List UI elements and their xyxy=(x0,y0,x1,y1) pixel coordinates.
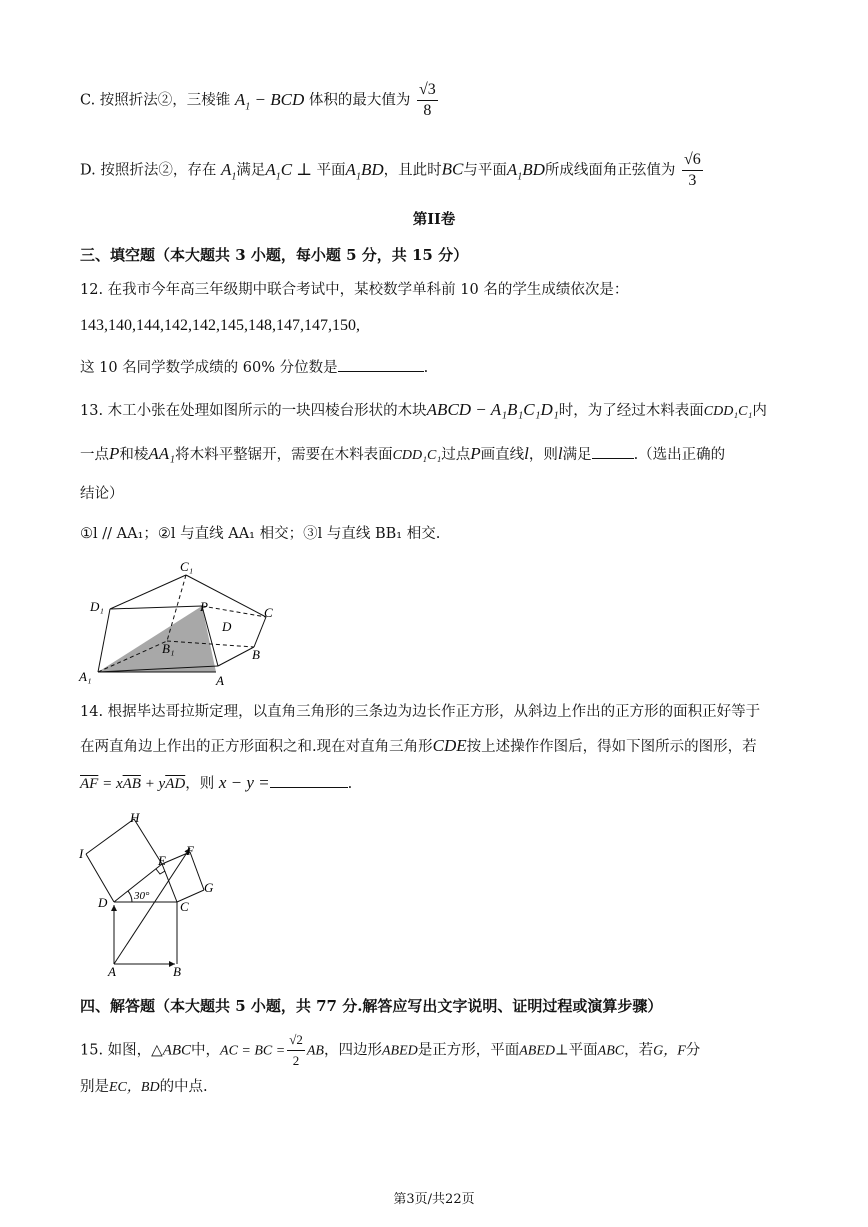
q12-line1: 12. 在我市今年高三年级期中联合考试中，某校数学单科前 10 名的学生成绩依次是： xyxy=(80,282,629,298)
vec-af: $\overline{AF}$ xyxy=(80,776,99,792)
q14-xy: x − y = xyxy=(218,773,270,792)
q15-prefix: 15. 如图， xyxy=(80,1042,152,1059)
label-f: F xyxy=(186,843,194,858)
q13-l2-c: 将木料平整锯开，需要在木料表面 xyxy=(175,447,393,463)
q15-e: ，若 xyxy=(624,1042,654,1059)
math-bc: BC xyxy=(441,159,464,179)
math-a1bd-2: $A_1BD$ xyxy=(506,159,545,182)
vec-ad: $\overline{AD}$ xyxy=(165,776,186,792)
q12-line3-suffix: . xyxy=(423,360,429,376)
q12-answer-blank[interactable] xyxy=(338,371,424,372)
q13-l1-suffix: 内 xyxy=(752,403,767,419)
label-a: A xyxy=(108,964,116,979)
q15-perp: ⊥ xyxy=(555,1042,569,1059)
q13-l2-e: 画直线 xyxy=(480,447,525,463)
label-e: E xyxy=(158,853,166,868)
q15-ecbd: EC，BD xyxy=(109,1080,160,1095)
vec-ab: $\overline{AB}$ xyxy=(122,776,141,792)
option-c-expr: $A_1$ − BCD xyxy=(234,89,305,112)
label-b: B xyxy=(252,647,260,662)
section-4-title: 四、解答题（本大题共 5 小题，共 77 分.解答应写出文字说明、证明过程或演算步骤） xyxy=(80,997,663,1015)
q15-abc: ABC xyxy=(597,1043,625,1059)
q12-line3 xyxy=(80,358,428,378)
option-c-mid: 体积的最大值为 xyxy=(308,92,411,109)
q13-l2-f: ，则 xyxy=(528,447,558,463)
option-d xyxy=(80,150,705,191)
q13-l2-face: CDD₁C₁ xyxy=(392,448,442,463)
q13-l2-l2: l xyxy=(557,444,563,463)
q14-l2-prefix: 在两直角边上作出的正方形面积之和.现在对直角三角形 xyxy=(80,739,433,755)
option-d-t3: ，且此时 xyxy=(383,162,442,179)
option-c xyxy=(80,80,440,121)
math-a1: $A_1$ xyxy=(220,159,237,182)
label-i: I xyxy=(79,846,84,861)
q15-d: 平面 xyxy=(568,1042,598,1059)
q14-l2-suffix: 按上述操作作图后，得如下图所示的图形，若 xyxy=(466,739,757,755)
q13-answer-blank[interactable] xyxy=(592,458,634,459)
q13-l2-p: P xyxy=(109,444,120,463)
q15-line1 xyxy=(80,1030,700,1071)
label-30deg: 30° xyxy=(134,890,150,902)
q14-answer-blank[interactable] xyxy=(270,787,348,788)
q12-line3-prefix: 这 10 名同学数学成绩的 60% 分位数是 xyxy=(80,360,338,376)
option-c-fraction: $\frac{√3}{8}$ xyxy=(419,81,436,119)
label-d1: D₁ xyxy=(90,599,104,614)
q13-line2 xyxy=(80,444,725,466)
q13-l2-a: 一点 xyxy=(80,447,109,463)
q15-eq: AC = BC = xyxy=(220,1043,286,1059)
q12-scores: 143,140,144,142,142,145,148,147,147,150, xyxy=(80,317,360,334)
q15-a: 中， xyxy=(191,1042,221,1059)
label-g: G xyxy=(204,880,214,895)
q15-abed2: ABED xyxy=(519,1043,556,1059)
q15-tri: △ABC xyxy=(151,1042,192,1059)
label-a1: A₁ xyxy=(79,669,92,684)
q15-l2: 别是 xyxy=(80,1079,109,1095)
q13-l2-h: .（选出正确的 xyxy=(633,447,726,463)
q13-l2-l: l xyxy=(524,444,529,463)
q15-line2 xyxy=(80,1077,208,1098)
shaded-section xyxy=(98,606,216,672)
q13-line3: 结论） xyxy=(80,486,124,502)
math-a1bd: $A_1BD$ xyxy=(345,159,384,182)
q13-l2-b: 和棱 xyxy=(119,447,149,463)
label-c1: C₁ xyxy=(180,559,194,574)
q15-abed: ABED xyxy=(381,1043,418,1059)
q15-ab: AB xyxy=(306,1043,324,1059)
q13-l1-face: CDD₁C₁ xyxy=(703,404,753,419)
q15-f: 分 xyxy=(685,1042,701,1059)
option-c-prefix: C. 按照折法②，三棱锥 xyxy=(80,92,231,109)
q14-cde: CDE xyxy=(432,736,467,755)
section-2-title: 第II卷 xyxy=(412,211,456,228)
q14-line3 xyxy=(80,773,352,794)
label-a: A xyxy=(216,673,224,688)
page-footer: 第3页/共22页 xyxy=(393,1192,475,1207)
option-d-fraction: $\frac{√6}{3}$ xyxy=(684,151,701,189)
q14-then: ，则 xyxy=(185,776,215,792)
option-d-t5: 所成线面角正弦值为 xyxy=(544,162,676,179)
label-d: D xyxy=(98,895,108,910)
q14-pythagoras-figure xyxy=(76,808,236,980)
q13-l2-aa: AA₁ xyxy=(148,444,176,463)
q15-fraction: $\frac{√2}{2}$ xyxy=(289,1032,303,1068)
q15-gf: G，F xyxy=(653,1043,686,1059)
q14-line1: 14. 根据毕达哥拉斯定理，以直角三角形的三条边为边长作正方形，从斜边上作出的正方形的面积正好等于 xyxy=(80,704,761,720)
option-d-t2: 平面 xyxy=(316,162,346,179)
q13-l2-p2: P xyxy=(470,444,481,463)
section-3-title: 三、填空题（本大题共 3 小题，每小题 5 分，共 15 分） xyxy=(80,246,469,264)
label-b1: B₁ xyxy=(162,641,175,656)
q15-b: ，四边形 xyxy=(323,1042,382,1059)
q14-end: . xyxy=(347,776,353,792)
option-d-t4: 与平面 xyxy=(463,162,507,179)
option-d-t1: 满足 xyxy=(236,162,266,179)
option-d-prefix: D. 按照折法②，存在 xyxy=(80,162,217,179)
q13-line1 xyxy=(80,400,767,422)
q13-frustum-figure xyxy=(76,555,286,690)
q13-l1-prefix: 13. 木工小张在处理如图所示的一块四棱台形状的木块 xyxy=(80,403,427,419)
q13-l2-d: 过点 xyxy=(441,447,471,463)
q15-l2-end: 的中点. xyxy=(159,1079,208,1095)
q13-l1-mid: 时，为了经过木料表面 xyxy=(558,403,704,419)
q14-plus: + y xyxy=(140,776,166,792)
q14-eq: = x xyxy=(98,776,123,792)
q15-c: 是正方形，平面 xyxy=(417,1042,520,1059)
q13-l1-expr: ABCD − A₁B₁C₁D₁ xyxy=(426,400,559,419)
label-d: D xyxy=(222,619,232,634)
q13-l2-g: 满足 xyxy=(562,447,592,463)
label-h: H xyxy=(130,810,140,825)
label-c: C xyxy=(180,899,189,914)
q14-line2 xyxy=(80,736,757,757)
q13-options: ①l // AA₁；②l 与直线 AA₁ 相交；③l 与直线 BB₁ 相交. xyxy=(80,526,441,542)
label-c: C xyxy=(264,605,273,620)
math-a1c: $A_1C$ ⊥ xyxy=(265,159,317,182)
label-b: B xyxy=(173,964,181,979)
label-p: P xyxy=(200,599,208,614)
